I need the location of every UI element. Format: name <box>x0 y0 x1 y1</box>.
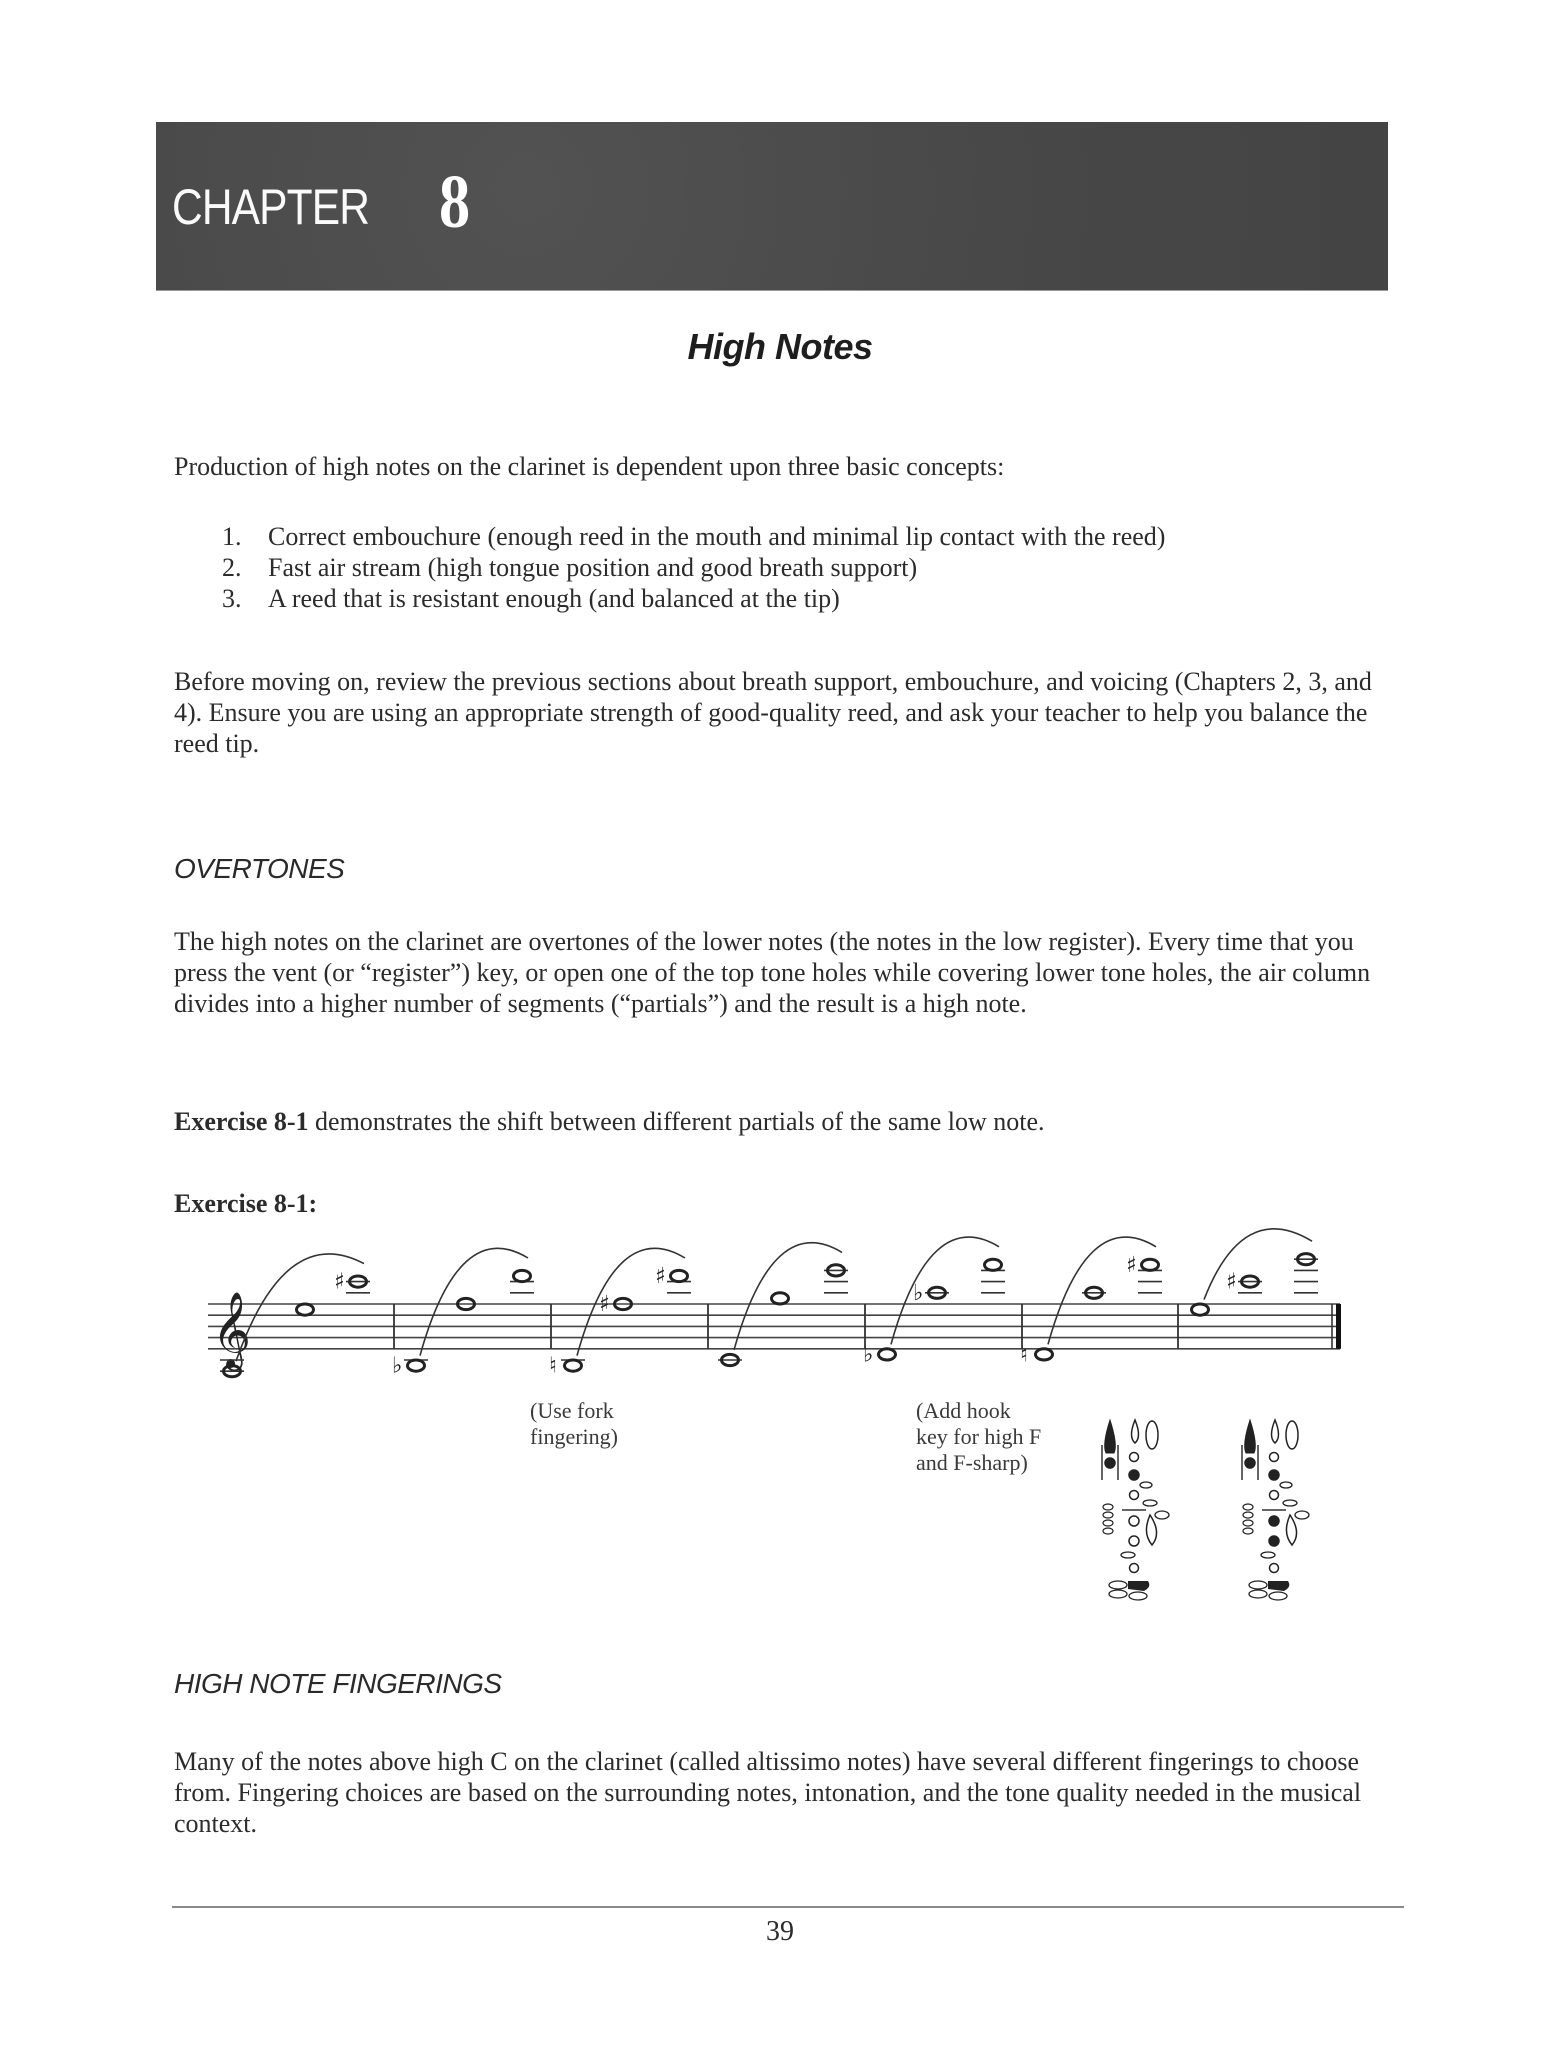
annotation-fork-fingering: (Use fork fingering) <box>530 1398 618 1449</box>
measure <box>863 1237 1005 1367</box>
whole-note <box>1036 1349 1053 1360</box>
fingering-chart-high-f-sharp <box>1240 1415 1320 1605</box>
page-title: High Notes <box>687 326 873 367</box>
sharp-icon: ♯ <box>655 1264 666 1289</box>
whole-note <box>1142 1259 1159 1270</box>
natural-icon: ♮ <box>549 1353 557 1379</box>
whole-note <box>671 1270 688 1281</box>
exercise-label: Exercise 8-1: <box>174 1189 318 1218</box>
list-item: 2. Fast air stream (high tongue position and good breath support) <box>222 553 918 582</box>
whole-note <box>772 1293 789 1304</box>
flat-icon: ♭ <box>392 1353 403 1379</box>
intro-paragraph: Production of high notes on the clarinet is dependent upon three basic concepts: <box>174 452 1005 481</box>
sharp-icon: ♯ <box>334 1269 345 1295</box>
list-item: 1. Correct embouchure (enough reed in the mouth and minimal lip contact with the reed) <box>222 522 1166 551</box>
section-heading-overtones: OVERTONES <box>174 853 345 884</box>
page-number: 39 <box>766 1916 794 1947</box>
slur <box>236 1254 364 1361</box>
section-heading-high-note-fingerings: HIGH NOTE FINGERINGS <box>174 1668 502 1699</box>
exercise-reference-bold: Exercise 8-1 <box>174 1107 309 1136</box>
whole-note <box>1192 1304 1209 1315</box>
treble-clef-icon: 𝄞 <box>212 1291 252 1368</box>
chapter-number: 8 <box>439 160 471 244</box>
exercise-reference: Exercise 8-1 demonstrates the shift between different partials of the same low note. <box>174 1107 1045 1136</box>
whole-note <box>565 1360 582 1371</box>
review-paragraph: Before moving on, review the previous sections about breath support, embouchure, and voicing (Chapters 2, 3, and 4). Ensure you are using an appropriate strength of good-quality reed, and ask your teacher to help you balance the reed tip. <box>174 667 1372 758</box>
fingerings-paragraph: Many of the notes above high C on the clarinet (called altissimo notes) have several different fingerings to choose from. Fingering choices are based on the surrounding notes, intonation, and the tone quality needed in the musical context. <box>174 1747 1362 1838</box>
sharp-icon: ♯ <box>1126 1252 1137 1278</box>
whole-note <box>514 1270 531 1281</box>
chapter-label: CHAPTER <box>172 179 370 235</box>
flat-icon: ♭ <box>913 1280 924 1306</box>
measure <box>1020 1237 1162 1367</box>
natural-icon: ♮ <box>1020 1342 1028 1368</box>
footer-divider <box>172 1906 1404 1908</box>
measure <box>549 1248 691 1378</box>
whole-note <box>408 1360 425 1371</box>
annotation-hook-key: (Add hook key for high F and F-sharp) <box>916 1398 1042 1475</box>
sharp-icon: ♯ <box>1226 1269 1237 1295</box>
sharp-icon: ♯ <box>599 1292 610 1317</box>
whole-note <box>879 1349 896 1360</box>
overtones-paragraph: The high notes on the clarinet are overtones of the lower notes (the notes in the low register). Every time that you press the vent (or “register”) key, or open one of the top tone holes while covering lower tone holes, the air column divides into a higher number of segments (“partials”) and the result is a high note. <box>174 927 1371 1018</box>
list-item: 3. A reed that is resistant enough (and balanced at the tip) <box>222 584 840 613</box>
measure <box>392 1248 534 1378</box>
whole-note <box>297 1304 314 1315</box>
whole-note <box>985 1259 1002 1270</box>
slur <box>1204 1229 1312 1300</box>
fingering-chart-high-f <box>1100 1415 1180 1605</box>
measure <box>1192 1229 1319 1315</box>
flat-icon: ♭ <box>863 1342 874 1368</box>
